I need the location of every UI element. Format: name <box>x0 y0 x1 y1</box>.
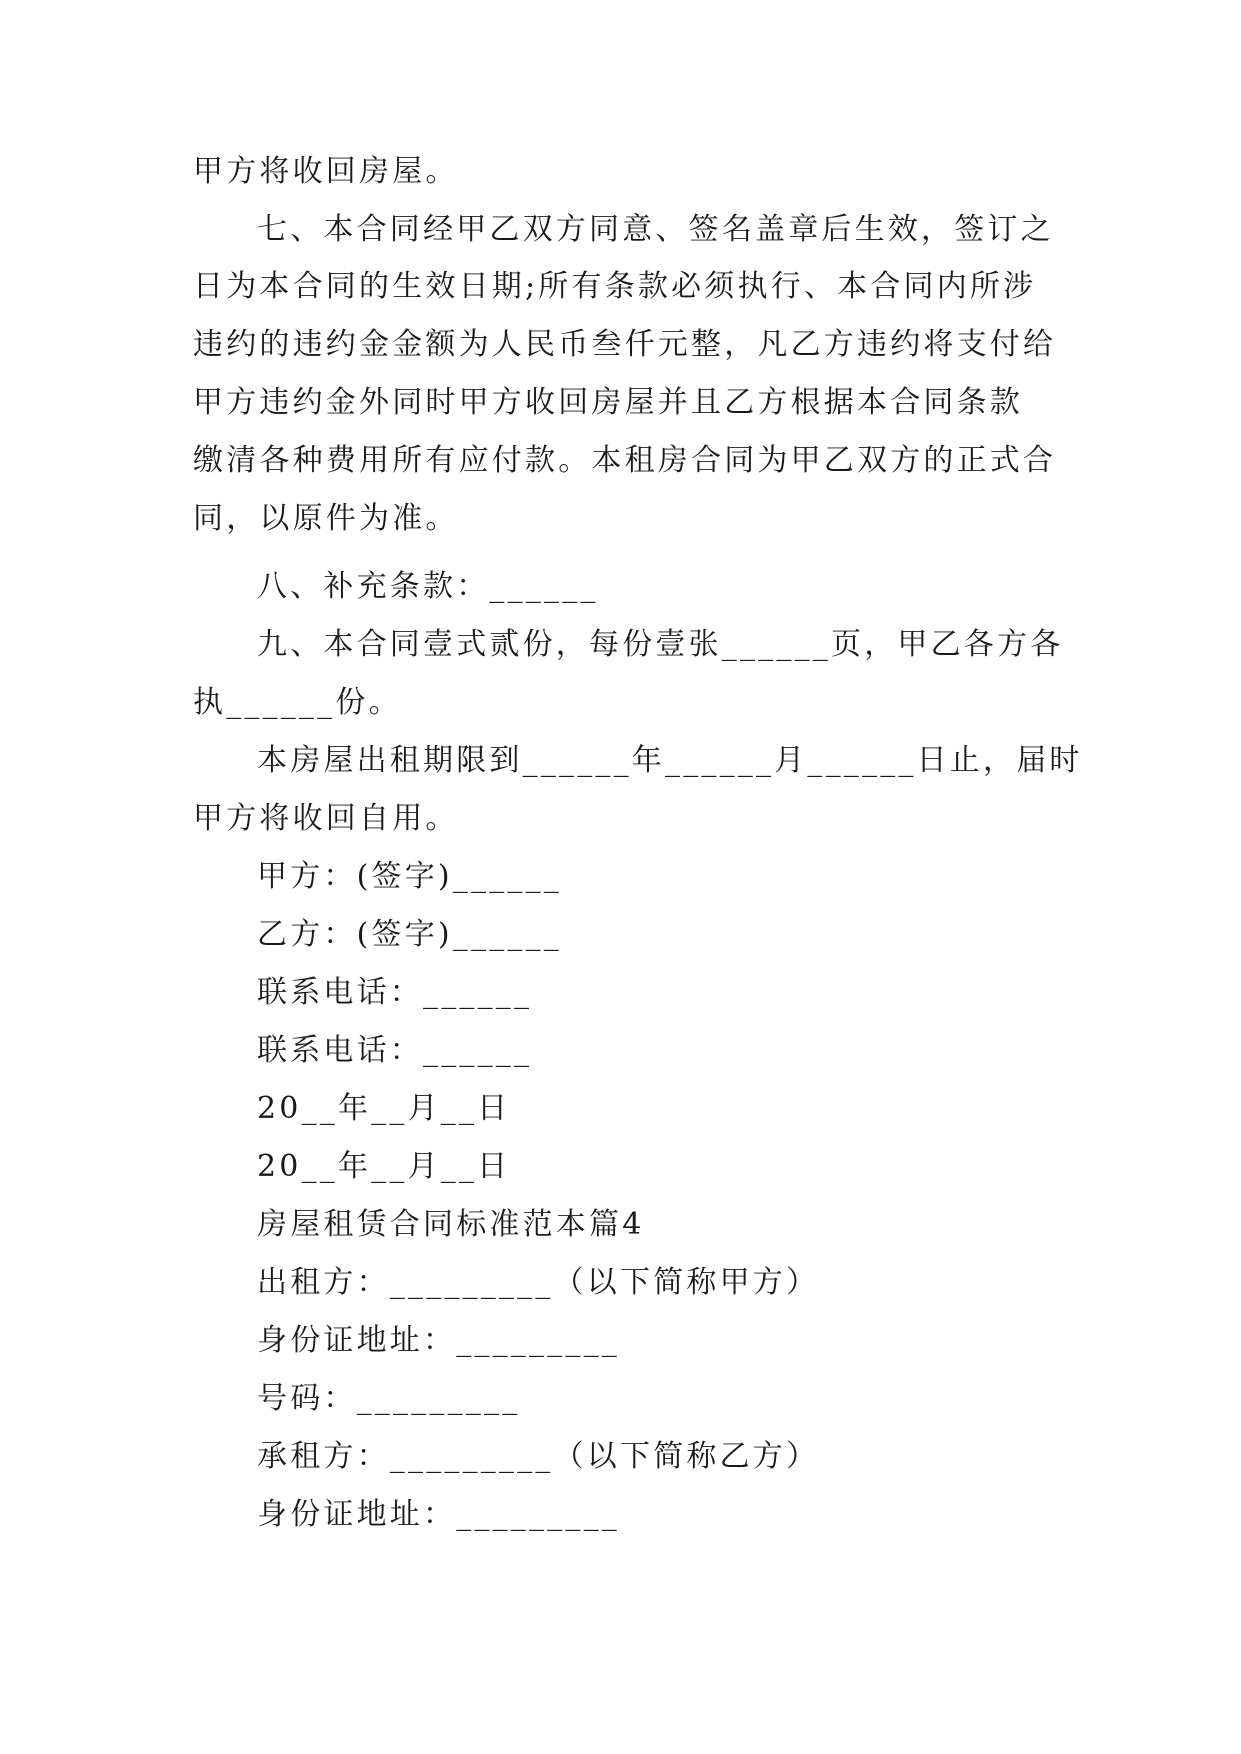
text-line-10: 执______份。 <box>193 685 402 720</box>
text-line-22: 号码：_________ <box>257 1381 521 1416</box>
text-line-9: 九、本合同壹式贰份，每份壹张______页，甲乙各方各 <box>257 627 1064 662</box>
text-line-14: 乙方：(签字)______ <box>257 917 563 952</box>
text-line-13: 甲方：(签字)______ <box>257 859 563 894</box>
text-line-12: 甲方将收回自用。 <box>193 801 459 836</box>
text-line-16: 联系电话：______ <box>257 1033 533 1068</box>
text-line-5: 甲方违约金外同时甲方收回房屋并且乙方根据本合同条款 <box>193 385 1023 420</box>
text-line-8: 八、补充条款：______ <box>257 569 599 604</box>
text-line-1: 甲方将收回房屋。 <box>193 154 459 189</box>
text-line-19: 房屋租赁合同标准范本篇4 <box>257 1207 645 1242</box>
text-line-7: 同，以原件为准。 <box>193 501 459 536</box>
text-line-24: 身份证地址：_________ <box>257 1497 620 1532</box>
text-line-6: 缴清各种费用所有应付款。本租房合同为甲乙双方的正式合 <box>193 443 1057 478</box>
text-line-18: 20__年__月__日 <box>257 1149 511 1184</box>
text-line-17: 20__年__月__日 <box>257 1091 511 1126</box>
text-line-20: 出租方：_________（以下简称甲方） <box>257 1265 820 1300</box>
text-line-15: 联系电话：______ <box>257 975 533 1010</box>
text-line-2: 七、本合同经甲乙双方同意、签名盖章后生效，签订之 <box>257 212 1054 247</box>
text-line-3: 日为本合同的生效日期;所有条款必须执行、本合同内所涉 <box>193 269 1037 304</box>
text-line-21: 身份证地址：_________ <box>257 1323 620 1358</box>
text-line-4: 违约的违约金金额为人民币叁仟元整，凡乙方违约将支付给 <box>193 327 1057 362</box>
text-line-23: 承租方：_________（以下简称乙方） <box>257 1439 820 1474</box>
text-line-11: 本房屋出租期限到______年______月______日止，届时 <box>257 743 1083 778</box>
